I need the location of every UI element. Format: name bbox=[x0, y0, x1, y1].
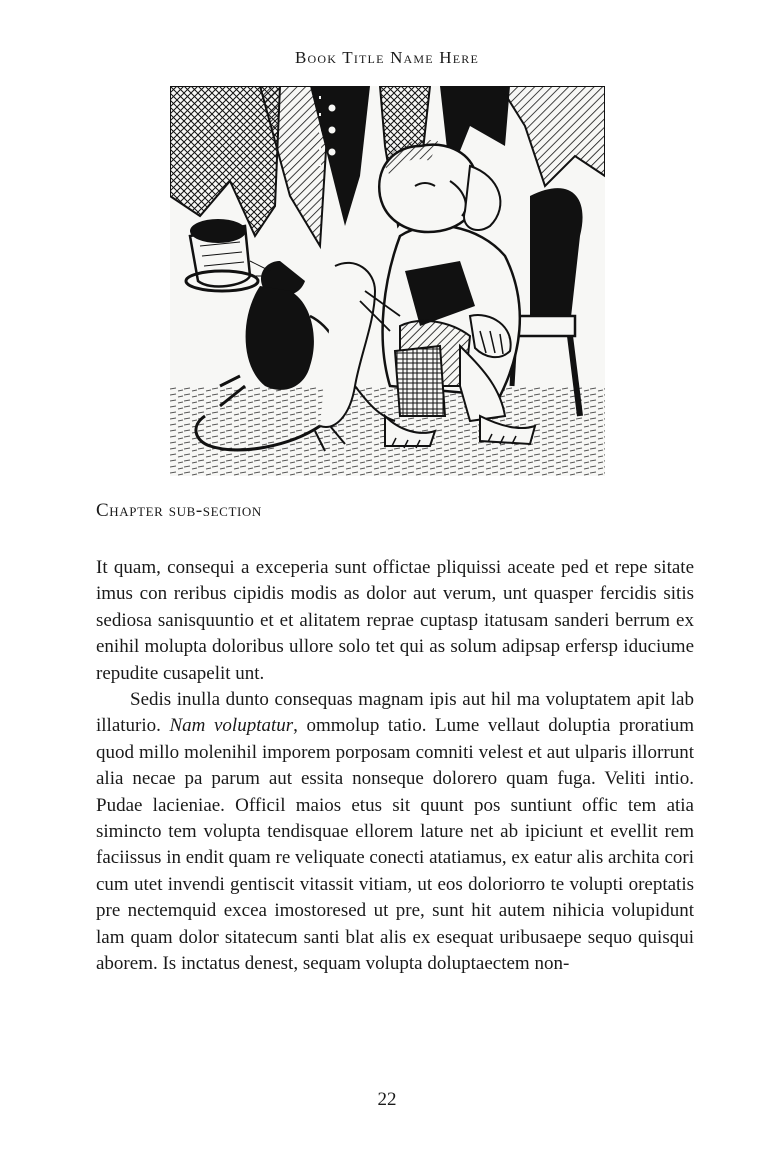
paragraph-2 bbox=[96, 687, 694, 977]
paragraph-2-italic: Nam voluptatur bbox=[169, 715, 294, 737]
paragraph-2-lead: Sedis inulla dunto consequas magnam ipis aut hil ma voluptatem apit lab illaturio. bbox=[96, 689, 694, 737]
body-text bbox=[96, 555, 694, 978]
chapter-illustration bbox=[170, 86, 605, 476]
section-heading: Chapter sub-section bbox=[96, 500, 262, 521]
page-number: 22 bbox=[377, 1089, 397, 1110]
paragraph-2-rest: , ommolup tatio. Lume vellaut doluptia proratium quod millo molenihil imporem porposam comniti velest et aut ulparis illorrunt alia necae pa parum aut essita nonseque dolorero quam fuga. Veliti intio. Pudae lacieniae. Officil maios etus sit quunt pos suntiunt offic tem atia simincto tem volupta tendisquae ellorem lature net ab ipiciunt et evellit rem faciissus in endit quam re veliquate conecti atatiamus, ex eatur alis archita cori cum utet invendi gentiscit vitassit vitiam, ut eos doloriorro te volupti oreptatis pre nectemquid excea imostoresed ut pre, sunt hit autem nihicia volupidunt lam quam dolor sitatecum santi blat alis ex esequat uribusaepe sequo quisqui aborem. Is inctatus denest, sequam volupta doluptaectem non- bbox=[96, 715, 695, 975]
paragraph-1: It quam, consequi a exceperia sunt offictae pliquissi aceate ped et repe sitate imus con reribus cipidis modis as dolor aut verum, unt quasper fercidis sitis sediosa sanisquuntio et et alitatem reprae cuptasp itatusam sanderi berrum ex enihil molupta doloribus ullore solo tet qui as solum adipsap erfersp iduciume repudite cusapelit unt. bbox=[96, 557, 694, 684]
running-head: Book Title Name Here bbox=[294, 48, 480, 67]
pen-and-ink-illustration-icon bbox=[170, 86, 605, 476]
